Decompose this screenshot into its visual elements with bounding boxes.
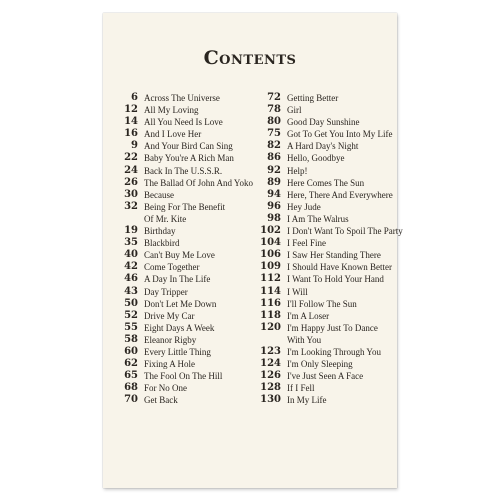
song-title: Across The Universe bbox=[144, 93, 220, 103]
contents-entry bbox=[243, 358, 397, 370]
page-number: 58 bbox=[124, 333, 138, 345]
song-title: All You Need Is Love bbox=[144, 117, 223, 128]
contents-entry bbox=[103, 286, 250, 298]
page-number: 106 bbox=[260, 249, 281, 261]
song-title: Because bbox=[144, 189, 174, 200]
contents-entry bbox=[243, 249, 397, 261]
contents-entry bbox=[243, 346, 397, 358]
contents-entry bbox=[103, 104, 250, 116]
contents-entry bbox=[243, 225, 403, 237]
page-number: 43 bbox=[124, 285, 138, 297]
song-title: Fixing A Hole bbox=[144, 359, 196, 370]
song-title: Don't Let Me Down bbox=[144, 298, 217, 309]
page-number: 78 bbox=[267, 104, 281, 116]
contents-entry bbox=[103, 298, 250, 310]
contents-entry bbox=[103, 358, 250, 370]
page-number: 92 bbox=[267, 164, 281, 176]
song-title: Help! bbox=[287, 165, 308, 176]
page-number: 12 bbox=[124, 104, 138, 116]
song-title: For No One bbox=[144, 383, 187, 394]
song-title: I'm A Loser bbox=[287, 310, 330, 321]
song-title: Back In The U.S.S.R. bbox=[144, 165, 223, 176]
contents-entry bbox=[243, 298, 397, 310]
page-number: 112 bbox=[260, 273, 281, 285]
song-title: I've Just Seen A Face bbox=[287, 371, 364, 382]
page-number: 124 bbox=[260, 358, 281, 370]
contents-entry bbox=[103, 249, 250, 261]
contents-right-column bbox=[243, 92, 403, 406]
contents-entry bbox=[103, 201, 250, 225]
page-number: 82 bbox=[267, 140, 281, 152]
contents-entry bbox=[243, 165, 397, 177]
page-number: 60 bbox=[124, 345, 138, 357]
contents-entry bbox=[243, 237, 397, 249]
song-title: Got To Get You Into My Life bbox=[287, 129, 393, 140]
contents-entry bbox=[243, 322, 397, 346]
page-number: 19 bbox=[124, 225, 138, 237]
song-title: I Saw Her Standing There bbox=[287, 250, 381, 261]
contents-entry bbox=[243, 370, 397, 382]
contents-entry bbox=[243, 92, 397, 104]
song-title: Day Tripper bbox=[144, 286, 188, 297]
contents-entry bbox=[103, 346, 250, 358]
page-number: 123 bbox=[260, 345, 281, 357]
page-number: 89 bbox=[267, 176, 281, 188]
contents-entry bbox=[103, 261, 250, 273]
page-number: 75 bbox=[267, 128, 281, 140]
contents-entry bbox=[103, 225, 250, 237]
song-title: The Ballad Of John And Yoko bbox=[144, 177, 254, 188]
contents-entry bbox=[243, 394, 397, 406]
page-number: 55 bbox=[124, 321, 138, 333]
contents-entry bbox=[103, 176, 254, 189]
song-title: Here, There And Everywhere bbox=[287, 189, 393, 200]
song-title: Can't Buy Me Love bbox=[144, 250, 215, 261]
contents-entry bbox=[243, 213, 397, 225]
song-title: I'm Happy Just To Dance With You bbox=[287, 322, 378, 345]
contents-entry bbox=[103, 394, 250, 406]
song-title: I'm Only Sleeping bbox=[287, 359, 353, 370]
song-title: Every Little Thing bbox=[144, 346, 211, 357]
page-number: 118 bbox=[260, 309, 281, 321]
contents-entry bbox=[243, 140, 397, 152]
song-title: I Feel Fine bbox=[287, 238, 326, 249]
page-number: 22 bbox=[124, 152, 138, 164]
song-title: I Want To Hold Your Hand bbox=[287, 274, 384, 285]
contents-entry bbox=[103, 334, 250, 346]
page-number: 32 bbox=[124, 200, 138, 212]
page-number: 104 bbox=[260, 237, 281, 249]
page-number: 16 bbox=[124, 128, 138, 140]
contents-entry bbox=[243, 128, 397, 140]
song-title: I Should Have Known Better bbox=[287, 262, 392, 273]
contents-entry bbox=[243, 273, 397, 285]
page-number: 40 bbox=[124, 249, 138, 261]
song-title: Blackbird bbox=[144, 238, 180, 249]
contents-left-column bbox=[103, 92, 254, 406]
page-number: 109 bbox=[260, 261, 281, 273]
contents-entry bbox=[243, 382, 397, 394]
page-number: 52 bbox=[124, 309, 138, 321]
song-title: Hello, Goodbye bbox=[287, 153, 345, 164]
page-number: 70 bbox=[124, 394, 138, 406]
page-number: 80 bbox=[267, 116, 281, 128]
song-title: I'll Follow The Sun bbox=[287, 298, 357, 309]
page-number: 94 bbox=[267, 188, 281, 200]
song-title: Good Day Sunshine bbox=[287, 117, 360, 128]
page-number: 116 bbox=[260, 297, 281, 309]
contents-entry bbox=[103, 189, 250, 201]
contents-entry bbox=[243, 201, 397, 213]
song-title: Girl bbox=[287, 105, 302, 116]
contents-entry bbox=[103, 152, 250, 164]
contents-entry bbox=[243, 152, 397, 164]
page-number: 72 bbox=[267, 92, 281, 103]
song-title: Eight Days A Week bbox=[144, 322, 215, 333]
page-number: 62 bbox=[124, 358, 138, 370]
page-number: 98 bbox=[267, 212, 281, 224]
song-title: I'm Looking Through You bbox=[287, 346, 381, 357]
contents-entry bbox=[103, 128, 250, 140]
contents-entry bbox=[243, 189, 397, 201]
page-number: 128 bbox=[260, 382, 281, 394]
page-number: 35 bbox=[124, 237, 138, 249]
page-number: 46 bbox=[124, 273, 138, 285]
page-number: 102 bbox=[260, 225, 281, 237]
page-number: 26 bbox=[124, 176, 138, 188]
song-title: And Your Bird Can Sing bbox=[144, 141, 233, 152]
contents-entry bbox=[243, 177, 397, 189]
page-title: Contents bbox=[203, 47, 297, 69]
song-title: The Fool On The Hill bbox=[144, 371, 223, 382]
page-number: 42 bbox=[124, 261, 138, 273]
song-title: All My Loving bbox=[144, 105, 199, 116]
song-title: I Will bbox=[287, 286, 308, 297]
song-title: I Am The Walrus bbox=[287, 213, 349, 224]
page-number: 68 bbox=[124, 382, 138, 394]
contents-entry bbox=[103, 92, 250, 104]
page-number: 86 bbox=[267, 152, 281, 164]
page-number: 9 bbox=[131, 140, 138, 152]
contents-entry bbox=[103, 370, 250, 382]
page-number: 120 bbox=[260, 321, 281, 333]
contents-entry bbox=[103, 116, 250, 128]
contents-entry bbox=[103, 322, 250, 334]
song-title: Drive My Car bbox=[144, 310, 195, 321]
contents-entry bbox=[103, 165, 250, 177]
page-number: 14 bbox=[124, 116, 138, 128]
song-title: Get Back bbox=[144, 395, 178, 406]
contents-entry bbox=[103, 382, 250, 394]
song-title: Here Comes The Sun bbox=[287, 177, 365, 188]
song-title: Baby You're A Rich Man bbox=[144, 153, 234, 164]
page-number: 6 bbox=[131, 92, 138, 103]
song-title: Eleanor Rigby bbox=[144, 334, 197, 345]
page-number: 114 bbox=[260, 285, 281, 297]
song-title: Getting Better bbox=[287, 93, 339, 103]
page-number: 65 bbox=[124, 370, 138, 382]
song-title: A Day In The Life bbox=[144, 274, 211, 285]
page-number: 30 bbox=[124, 188, 138, 200]
page-number: 50 bbox=[124, 297, 138, 309]
song-title: I Don't Want To Spoil The Party bbox=[287, 226, 403, 237]
page-number: 24 bbox=[124, 164, 138, 176]
song-title: If I Fell bbox=[287, 383, 315, 394]
song-title: And I Love Her bbox=[144, 129, 202, 140]
song-title: Come Together bbox=[144, 262, 200, 273]
contents-entry bbox=[243, 286, 397, 298]
contents-entry bbox=[103, 273, 250, 285]
contents-entry bbox=[103, 237, 250, 249]
page-number: 126 bbox=[260, 370, 281, 382]
song-title: Hey Jude bbox=[287, 201, 321, 212]
song-title: In My Life bbox=[287, 395, 327, 406]
contents-entry bbox=[243, 310, 397, 322]
page-number: 96 bbox=[267, 200, 281, 212]
contents-entry bbox=[243, 104, 397, 116]
contents-entry bbox=[243, 261, 397, 273]
contents-entry bbox=[103, 140, 250, 152]
contents-page bbox=[103, 13, 403, 488]
contents-entry bbox=[103, 310, 250, 322]
song-title: Being For The Benefit Of Mr. Kite bbox=[144, 201, 226, 224]
song-title: Birthday bbox=[144, 226, 176, 237]
page-number: 130 bbox=[260, 394, 281, 406]
contents-entry bbox=[243, 116, 397, 128]
song-title: A Hard Day's Night bbox=[287, 141, 359, 152]
